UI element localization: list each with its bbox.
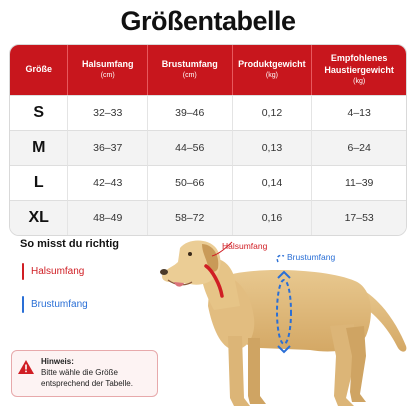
table-row [10,130,406,165]
cell-size: M [10,130,67,165]
cell-product-weight: 0,12 [232,95,312,130]
cell-product-weight: 0,16 [232,200,312,235]
page-title: Größentabelle [120,6,296,36]
header-label: Produktgewicht [238,59,306,69]
header-label: Größe [25,64,52,75]
cell-product-weight: 0,13 [232,130,312,165]
header-unit: (cm) [100,72,115,80]
chest-pointer [277,255,284,262]
table-row [10,95,406,130]
legend-chest-label: Brustumfang [31,298,88,310]
hint-content [41,357,152,389]
hint-text: Bitte wähle die Größe entsprechend der Tabelle. [41,368,133,388]
header-pet-weight [311,45,406,95]
cell-neck: 36–37 [67,130,147,165]
dog-nose [160,269,168,275]
header-product-weight [232,45,312,95]
dog-label-neck: Halsumfang [222,241,268,251]
cell-neck: 42–43 [67,165,147,200]
dog-illustration [150,226,412,412]
cell-size: XL [10,200,67,235]
legend-chest [22,295,88,313]
howto-title: So misst du richtig [20,238,120,250]
table-row [10,165,406,200]
cell-product-weight: 0,14 [232,165,312,200]
cell-chest: 44–56 [147,130,232,165]
cell-pet-weight: 11–39 [311,165,406,200]
legend-neck [22,262,84,280]
cell-chest: 58–72 [147,200,232,235]
header-label: Empfohlenes Haustiergewicht [324,53,394,75]
legend-neck-label: Halsumfang [31,265,85,277]
header-size [10,45,67,95]
header-neck [67,45,147,95]
header-unit: (kg) [353,77,366,85]
cell-pet-weight: 17–53 [311,200,406,235]
cell-neck: 48–49 [67,200,147,235]
cell-chest: 50–66 [147,165,232,200]
header-label: Brustumfang [161,59,218,69]
table-header-row [10,45,406,95]
dog-label-chest: Brustumfang [287,252,336,262]
warning-icon [17,359,35,375]
cell-size: L [10,165,67,200]
header-unit: (cm) [182,72,197,80]
hint-title: Hinweis: [41,357,74,366]
cell-pet-weight: 6–24 [311,130,406,165]
size-chart-table [9,44,407,236]
cell-pet-weight: 4–13 [311,95,406,130]
dog-eye [188,252,192,256]
cell-neck: 32–33 [67,95,147,130]
cell-size: S [10,95,67,130]
cell-chest: 39–46 [147,95,232,130]
legend-marker-red [22,263,24,280]
hint-box [11,350,158,397]
header-label: Halsumfang [81,59,134,69]
header-chest [147,45,232,95]
dog-front-leg-left [228,336,250,406]
header-unit: (kg) [265,72,278,80]
legend-marker-blue [22,296,24,313]
